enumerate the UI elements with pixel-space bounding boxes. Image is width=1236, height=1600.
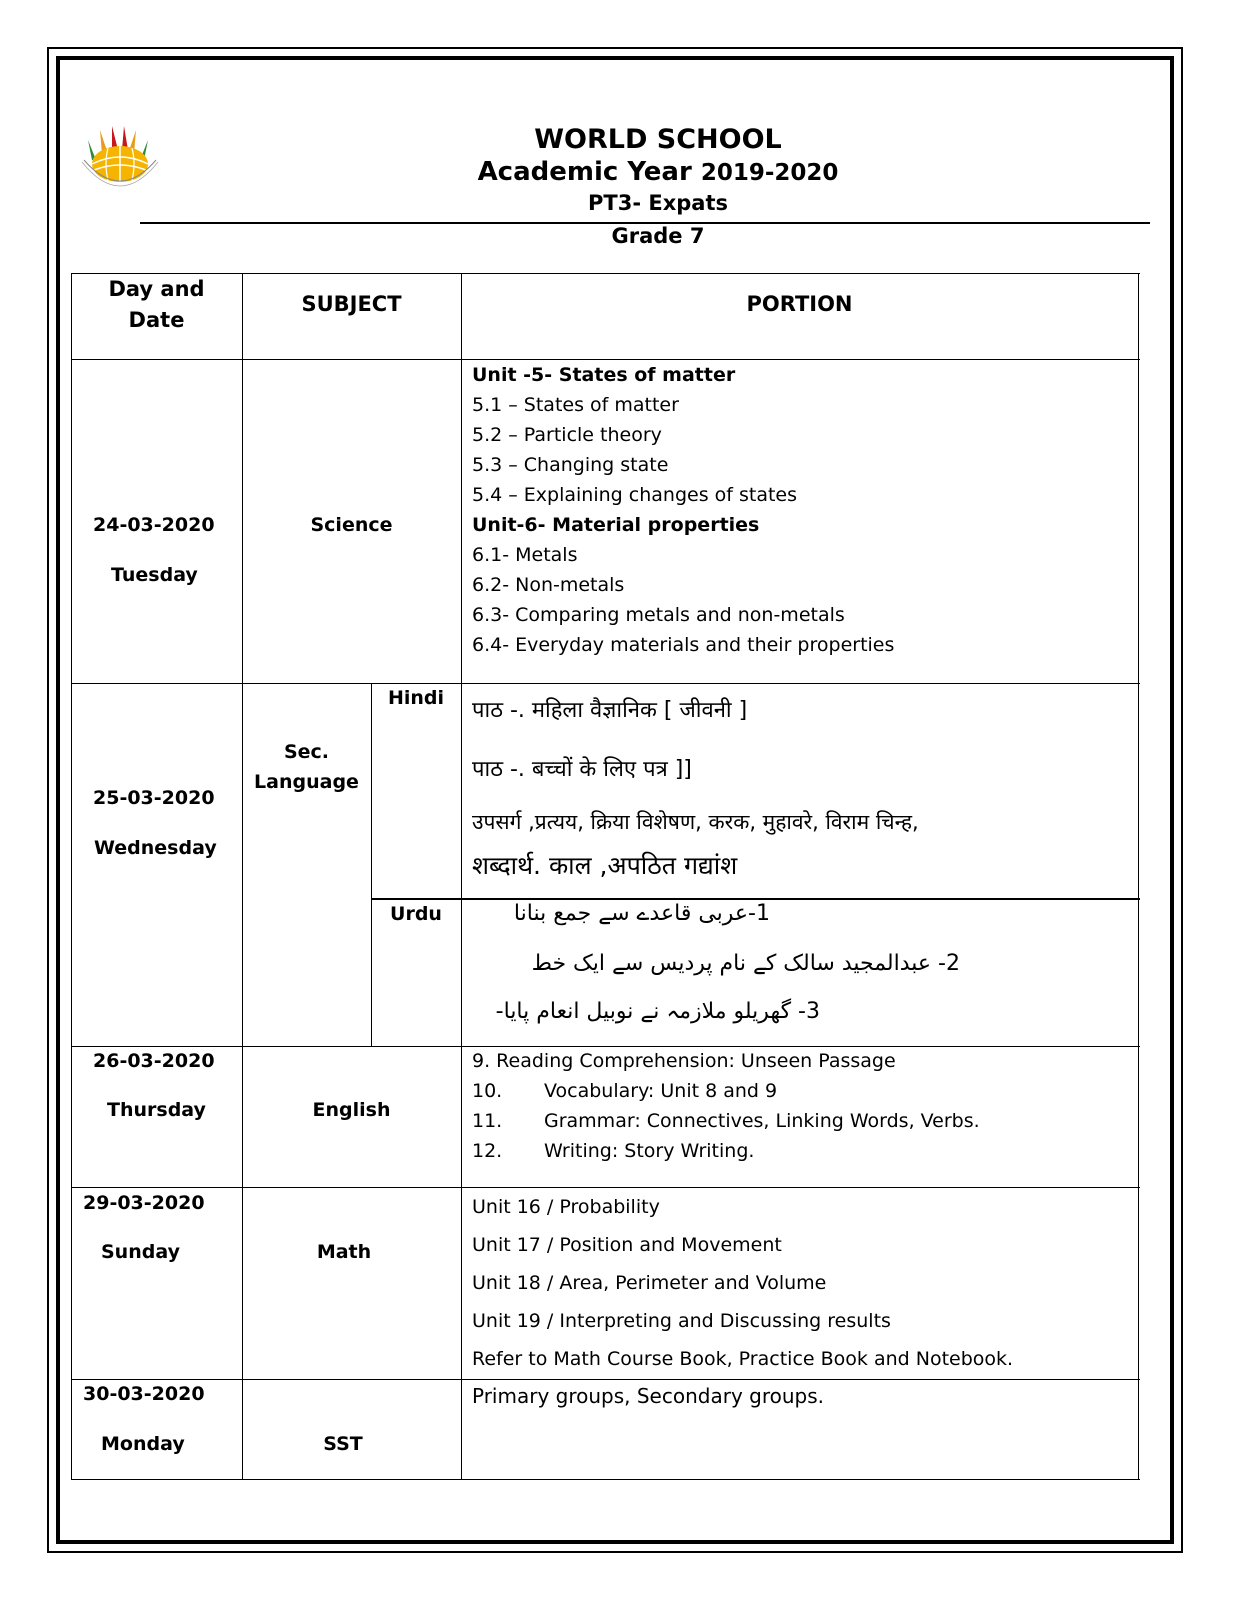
- list-item: 5.4 – Explaining changes of states: [472, 484, 798, 506]
- school-name: WORLD SCHOOL: [534, 124, 782, 155]
- col-header-day-date: Day and Date: [108, 277, 205, 332]
- academic-year-value: 2019-2020: [700, 160, 839, 186]
- list-item: 9. Reading Comprehension: Unseen Passage: [472, 1050, 896, 1072]
- list-item: Unit 17 / Position and Movement: [472, 1234, 782, 1256]
- list-item: 6.3- Comparing metals and non-metals: [472, 604, 845, 626]
- academic-year: [20, 157, 1236, 187]
- hindi-label: Hindi: [387, 687, 445, 709]
- list-item: 11. Grammar: Connectives, Linking Words, Verbs.: [472, 1110, 980, 1132]
- urdu-line: 2- عبدالمجید سالک کے نام پردیس سے ایک خط: [531, 951, 960, 976]
- col-header-subject: SUBJECT: [301, 292, 402, 316]
- exam-title: PT3- Expats: [588, 191, 728, 215]
- science-day: Tuesday: [111, 564, 198, 586]
- science-subject: Science: [310, 514, 393, 536]
- list-item: Refer to Math Course Book, Practice Book and Notebook.: [472, 1348, 1014, 1370]
- list-item: Unit-6- Material properties: [472, 514, 760, 536]
- english-portion: [472, 1046, 980, 1166]
- math-portion: [472, 1188, 1013, 1378]
- list-item: Unit -5- States of matter: [472, 364, 736, 386]
- english-day: Thursday: [107, 1099, 206, 1121]
- list-item: 6.2- Non-metals: [472, 574, 625, 596]
- urdu-line: 1-عربی قاعدے سے جمع بنانا: [513, 901, 770, 926]
- hindi-line: उपसर्ग ,प्रत्यय, क्रिया विशेषण, करक, मुहावरे, विराम चिन्ह,: [472, 810, 919, 834]
- language-day: Wednesday: [94, 837, 217, 859]
- list-item: 12. Writing: Story Writing.: [472, 1140, 755, 1162]
- urdu-label: Urdu: [390, 903, 442, 925]
- list-item: 6.4- Everyday materials and their properties: [472, 634, 895, 656]
- science-portion: [472, 360, 894, 660]
- sst-date: 30-03-2020: [83, 1383, 205, 1405]
- language-subject: Sec. Language: [254, 741, 359, 793]
- english-date: 26-03-2020: [93, 1050, 215, 1072]
- language-date: 25-03-2020: [93, 787, 215, 809]
- list-item: Unit 16 / Probability: [472, 1196, 660, 1218]
- math-day: Sunday: [101, 1241, 180, 1263]
- grade-title: Grade 7: [611, 224, 705, 248]
- math-date: 29-03-2020: [83, 1192, 205, 1214]
- science-date: 24-03-2020: [93, 514, 215, 536]
- list-item: Unit 19 / Interpreting and Discussing results: [472, 1310, 891, 1332]
- list-item: 5.3 – Changing state: [472, 454, 669, 476]
- list-item: 5.2 – Particle theory: [472, 424, 662, 446]
- sst-portion: [472, 1381, 824, 1411]
- sst-day: Monday: [101, 1433, 185, 1455]
- english-subject: English: [312, 1099, 391, 1121]
- sst-subject: SST: [323, 1433, 363, 1455]
- list-item: 10. Vocabulary: Unit 8 and 9: [472, 1080, 778, 1102]
- hindi-line: शब्दार्थ. काल ,अपठित गद्यांश: [472, 851, 738, 880]
- list-item: Primary groups, Secondary groups.: [472, 1384, 825, 1408]
- academic-year-label: Academic Year: [477, 157, 692, 187]
- urdu-line: 3- گھریلو ملازمہ نے نوبیل انعام پایا-: [495, 999, 820, 1024]
- list-item: 6.1- Metals: [472, 544, 578, 566]
- list-item: Unit 18 / Area, Perimeter and Volume: [472, 1272, 827, 1294]
- math-subject: Math: [316, 1241, 372, 1263]
- hindi-line: पाठ -. महिला वैज्ञानिक [ जीवनी ]: [472, 698, 748, 723]
- col-header-portion: PORTION: [746, 292, 853, 316]
- list-item: 5.1 – States of matter: [472, 394, 679, 416]
- hindi-line: पाठ -. बच्चों के लिए पत्र ]]: [472, 757, 692, 782]
